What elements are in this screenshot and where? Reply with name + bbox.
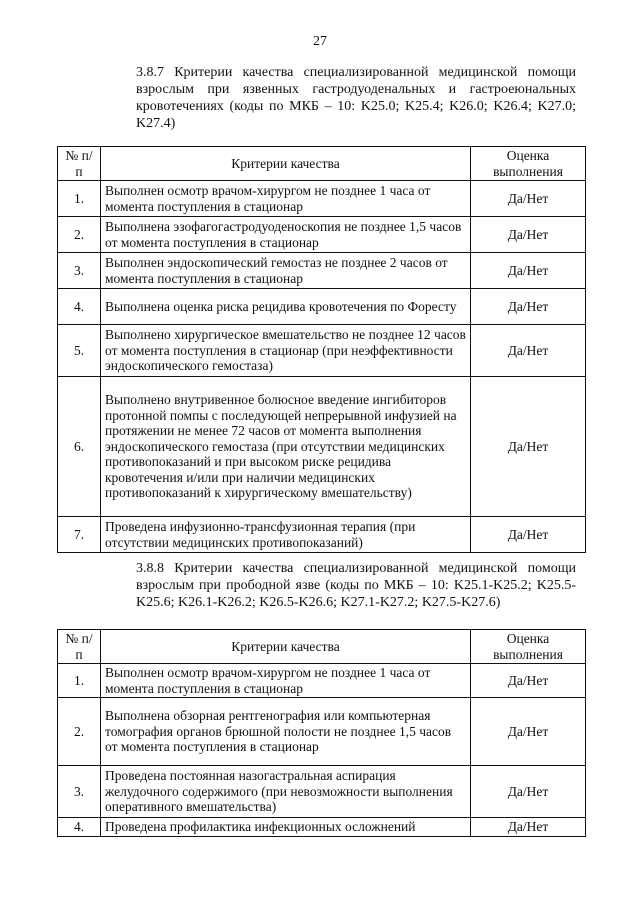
row-evaluation: Да/Нет (471, 698, 586, 766)
table-row (58, 377, 586, 517)
row-criteria: Выполнен осмотр врачом-хирургом не позднее 1 часа от момента поступления в стационар (101, 664, 471, 698)
row-number: 1. (58, 664, 101, 698)
table-header-row (58, 630, 586, 664)
row-criteria: Выполнена обзорная рентгенография или компьютерная томография органов брюшной полости не позднее 1,5 часов от момента поступления в стационар (101, 698, 471, 766)
row-evaluation: Да/Нет (471, 289, 586, 325)
row-number: 4. (58, 289, 101, 325)
table-row (58, 818, 586, 837)
row-number: 2. (58, 698, 101, 766)
row-criteria: Выполнен осмотр врачом-хирургом не позднее 1 часа от момента поступления в стационар (101, 181, 471, 217)
column-header-criteria: Критерии качества (101, 147, 471, 181)
row-evaluation: Да/Нет (471, 377, 586, 517)
table-row (58, 253, 586, 289)
row-criteria: Проведена инфузионно-трансфузионная терапия (при отсутствии медицинских противопоказаний) (101, 517, 471, 553)
column-header-number: № п/п (58, 630, 101, 664)
table-row (58, 766, 586, 818)
criteria-table-3-8-7 (57, 146, 586, 553)
row-criteria: Выполнен эндоскопический гемостаз не позднее 2 часов от момента поступления в стационар (101, 253, 471, 289)
table-row (58, 698, 586, 766)
row-number: 1. (58, 181, 101, 217)
section-heading-3-8-8: 3.8.8 Критерии качества специализированной медицинской помощи взрослым при прободной язве (коды по МКБ – 10: K25.1-K25.2; K25.5-K25.6; K26.1-K26.2; K26.5-K26.6; K27.1-K27.2; K27.5-K27.6) (136, 561, 576, 610)
column-header-evaluation: Оценка выполнения (471, 630, 586, 664)
row-evaluation: Да/Нет (471, 181, 586, 217)
row-evaluation: Да/Нет (471, 325, 586, 377)
table-row (58, 664, 586, 698)
row-number: 5. (58, 325, 101, 377)
row-number: 3. (58, 766, 101, 818)
table-row (58, 517, 586, 553)
table-header-row (58, 147, 586, 181)
row-criteria: Выполнено хирургическое вмешательство не позднее 12 часов от момента поступления в стационар (при неэффективности эндоскопического гемостаза) (101, 325, 471, 377)
row-evaluation: Да/Нет (471, 766, 586, 818)
column-header-criteria: Критерии качества (101, 630, 471, 664)
row-evaluation: Да/Нет (471, 818, 586, 837)
row-number: 3. (58, 253, 101, 289)
row-number: 2. (58, 217, 101, 253)
table-row (58, 217, 586, 253)
row-number: 4. (58, 818, 101, 837)
row-criteria: Выполнена эзофагогастродуоденоскопия не позднее 1,5 часов от момента поступления в стационар (101, 217, 471, 253)
row-evaluation: Да/Нет (471, 517, 586, 553)
table-row (58, 325, 586, 377)
row-evaluation: Да/Нет (471, 664, 586, 698)
row-evaluation: Да/Нет (471, 253, 586, 289)
criteria-table-3-8-8 (57, 629, 586, 837)
table-row (58, 181, 586, 217)
row-criteria: Проведена постоянная назогастральная аспирация желудочного содержимого (при невозможности выполнения оперативного вмешательства) (101, 766, 471, 818)
row-evaluation: Да/Нет (471, 217, 586, 253)
column-header-number: № п/п (58, 147, 101, 181)
page-number: 27 (313, 34, 327, 49)
row-criteria: Проведена профилактика инфекционных осложнений (101, 818, 471, 837)
table-row (58, 289, 586, 325)
column-header-evaluation: Оценка выполнения (471, 147, 586, 181)
row-criteria: Выполнена оценка риска рецидива кровотечения по Форесту (101, 289, 471, 325)
row-number: 6. (58, 377, 101, 517)
row-number: 7. (58, 517, 101, 553)
section-heading-3-8-7: 3.8.7 Критерии качества специализированной медицинской помощи взрослым при язвенных гастродуоденальных и гастроеюнальных кровотечениях (коды по МКБ – 10: K25.0; K25.4; K26.0; K26.4; K27.0; K27.4) (136, 65, 576, 131)
row-criteria: Выполнено внутривенное болюсное введение ингибиторов протонной помпы с последующей непрерывной инфузией на протяжении не менее 72 часов от момента выполнения эндоскопического гемостаза (при отсутствии медицинских противопоказаний и при высоком риске рецидива кровотечения и/или при наличии медицинских противопоказаний к хирургическому вмешательству) (101, 377, 471, 517)
